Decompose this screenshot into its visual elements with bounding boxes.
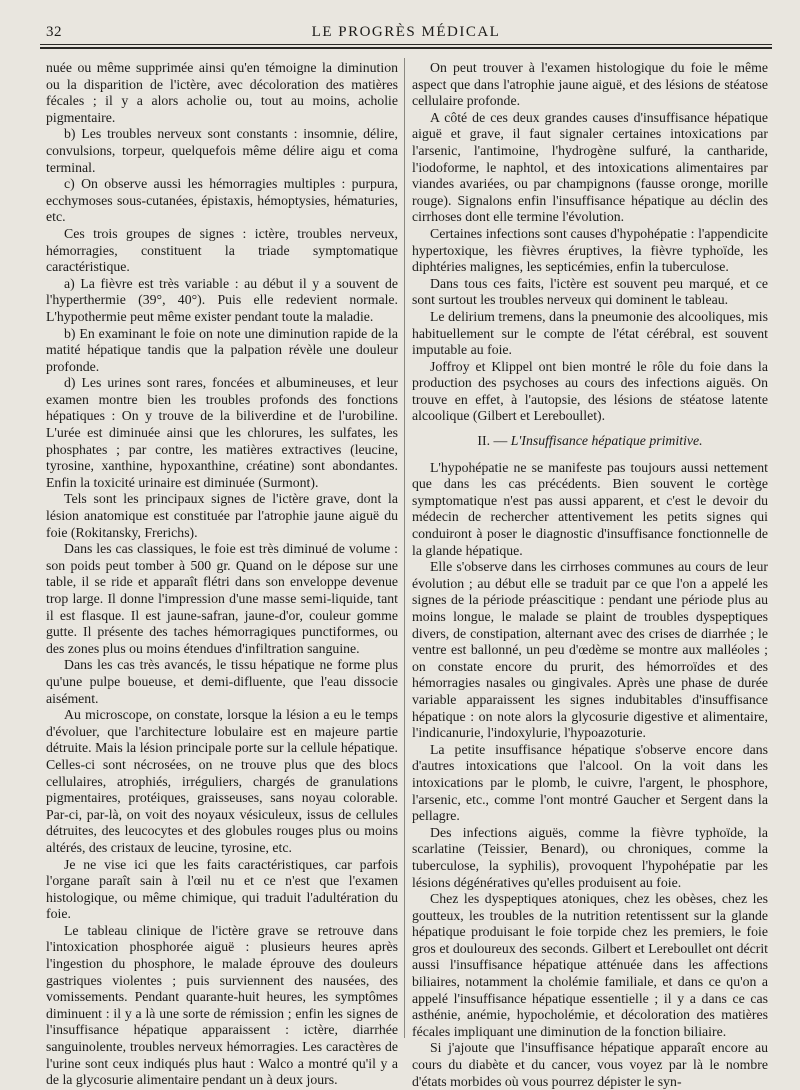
paragraph: On peut trouver à l'examen histologique du foie le même aspect que dans l'atrophie jaune aiguë, et des lésions de stéatose cellulaire profonde. — [412, 60, 768, 109]
paragraph: Certaines infections sont causes d'hypohépatie : l'appendicite hypertoxique, les fièvres éruptives, la fièvre typhoïde, les diphtéries malignes, les septicémies, enfin la tuberculose. — [412, 225, 768, 275]
paragraph: d) Les urines sont rares, foncées et albumineuses, et leur examen montre bien les troubles profonds des fonctions hépatiques : On y trouve de la biliverdine et de l'urobiline. L'urée est diminuée ainsi que les chlorures, les sulfates, les phosphates ; par contre, les matières extractives (leucine, tyrosine, xanthine, hypoxanthine, créatine) sont abondantes. Enfin la toxicité urinaire est diminuée (Surmont). — [46, 375, 398, 490]
paragraph: Ces trois groupes de signes : ictère, troubles nerveux, hémorragies, constituent la triade symptomatique caractéristique. — [46, 225, 398, 275]
journal-title: LE PROGRÈS MÉDICAL — [311, 24, 501, 40]
right-column — [412, 60, 768, 1090]
paragraph: La petite insuffisance hépatique s'observe encore dans d'autres intoxications que l'alcool. On la voit dans les intoxications par le plomb, le cuivre, l'argent, le phosphore, l'arsenic, etc., comme l'ont montré Gaucher et Sergent dans la pellagre. — [412, 741, 768, 824]
header-rule — [40, 44, 772, 45]
paragraph: L'hypohépatie ne se manifeste pas toujours aussi nettement que dans les cas précédents. Bien souvent le cortège symptomatique n'est pas aussi apparent, et c'est le devoir du médecin de rechercher attentivement les petits signes qui conduiront à poser le diagnostic d'insuffisance fonctionnelle de la glande hépatique. — [412, 459, 768, 558]
left-column — [46, 60, 398, 1089]
paragraph: Dans tous ces faits, l'ictère est souvent peu marqué, et ce sont surtout les troubles nerveux qui dominent le tableau. — [412, 275, 768, 308]
paragraph: Chez les dyspeptiques atoniques, chez les obèses, chez les goutteux, les troubles de la nutrition retentissent sur la glande hépatique produisant le foie torpide chez les premiers, le foie gros et douloureux des seconds. Gilbert et Lereboullet ont décrit aussi l'insuffisance hépatique atténuée dans les affections biliaires, notamment la cholémie familiale, et dans ce qu'on a appelé l'insuffisance hépatique essentielle ; il y a dans ce cas asthénie, anémie, hypocholémie, et décoloration des matières fécales impliquant une diminution de la fonction biliaire. — [412, 891, 768, 1039]
page-header — [40, 24, 772, 44]
paragraph: nuée ou même supprimée ainsi qu'en témoigne la diminution ou la disparition de l'ictère, avec décoloration des matières fécales ; il y a alors acholie ou, tout au moins, acholie pigmentaire. — [46, 60, 398, 125]
paragraph: Je ne vise ici que les faits caractéristiques, car parfois l'organe paraît sain à l'œil nu et ce n'est que l'examen histologique, ou même chimique, qui traduit l'adultération du foie. — [46, 856, 398, 922]
paragraph: Le tableau clinique de l'ictère grave se retrouve dans l'intoxication phosphorée aiguë : plusieurs heures après l'ingestion du phosphore, le malade éprouve des douleurs gastriques violentes ; puis surviennent des nausées, des vomissements. Pendant quarante-huit heures, les symptômes diminuent : il y a là une sorte de rémission ; enfin les signes de l'insuffisance hépatique apparaissent : ictère, diarrhée sanguinolente, troubles nerveux hémorragies. Les caractères de l'urine sont ceux indiqués plus haut : Walco a montré qu'il y a de la glycosurie alimentaire pendant un à deux jours. — [46, 922, 398, 1088]
section-number: II. — — [477, 433, 508, 449]
paragraph: Elle s'observe dans les cirrhoses communes au cours de leur évolution ; au début elle se traduit par ce que l'on a appelé les signes de la période préascitique : pendant une période plus au moins longue, le malade se plaint de troubles dyspeptiques divers, de constipation, alternant avec des crises de diarrhée ; le ventre est ballonné, un peu d'œdème se montre aux malléoles ; on constate encore du prurit, des hémorroïdes et des hémorragies nasales ou gingivales. Après une phase de durée variable apparaissent les signes indubitables d'insuffisance hépatique : on note alors la glycosurie digestive et alimentaire, l'indicanurie, l'indoxylurie, l'hypoazoturie. — [412, 559, 768, 741]
paragraph: Dans les cas classiques, le foie est très diminué de volume : son poids peut tomber à 500 gr. Quand on le dépose sur une table, il se ride et apparaît flétri dans son enveloppe devenue trop large. Il donne l'impression d'une masse semi-liquide, tant il est flasque. Il est jaune-safran, jaune-d'or, couleur gomme gutte. Il présente des taches hémorragiques punctiformes, ou des zones plus ou moins étendues d'infiltration sanguine. — [46, 541, 398, 656]
section-title: L'Insuffisance hépatique primitive. — [510, 433, 703, 449]
paragraph: Au microscope, on constate, lorsque la lésion a eu le temps d'évoluer, que l'architecture lobulaire est en majeure partie détruite. Mais la lésion principale porte sur la cellule hépatique. Celles-ci sont nécrosées, on ne trouve plus que des blocs cellulaires, atrophiés, irréguliers, chargés de granulations pigmentaires, protéiques, graisseuses, sans noyau colorable. Par-ci, par-là, on voit des noyaux vésiculeux, issus de cellules détruites, des leucocytes et des globules rouges plus ou moins altérés, des cristaux de leucine, tyrosine, etc. — [46, 707, 398, 855]
paragraph: A côté de ces deux grandes causes d'insuffisance hépatique aiguë et grave, il faut signaler certaines intoxications par l'arsenic, l'antimoine, l'hydrogène sulfuré, la cantharide, l'iodoforme, le naphtol, et des intoxications alimentaires par viandes avariées, ou par champignons (fausse oronge, morille rouge). Signalons enfin l'insuffisance hépatique au déclin des cirrhoses dont elle termine l'évolution. — [412, 109, 768, 225]
paragraph: Joffroy et Klippel ont bien montré le rôle du foie dans la production des psychoses au cours des infections aiguës. On trouve en effet, à l'autopsie, des lésions de stéatose latente alcoolique (Gilbert et Lereboullet). — [412, 358, 768, 424]
paragraph: Si j'ajoute que l'insuffisance hépatique apparaît encore au cours du diabète et du cancer, vous voyez par là le nombre d'états morbides où vous pourrez dépister le syn- — [412, 1040, 768, 1089]
paragraph: c) On observe aussi les hémorragies multiples : purpura, ecchymoses sous-cutanées, épistaxis, hémoptysies, hématuries, etc. — [46, 176, 398, 225]
paragraph: Le delirium tremens, dans la pneumonie des alcooliques, mis habituellement sur le compte de l'état cérébral, est souvent imputable au foie. — [412, 308, 768, 358]
paragraph: Des infections aiguës, comme la fièvre typhoïde, la scarlatine (Teissier, Benard), ou chroniques, comme la tuberculose, la syphilis), provoquent l'hypohépatie par les lésions dégénératives qu'elles produisent au foie. — [412, 824, 768, 890]
paragraph: b) Les troubles nerveux sont constants : insomnie, délire, convulsions, torpeur, quelquefois même délire aigu et coma terminal. — [46, 126, 398, 175]
paragraph: a) La fièvre est très variable : au début il y a souvent de l'hyperthermie (39°, 40°). Puis elle redevient normale. L'hypothermie peut même exister pendant toute la maladie. — [46, 275, 398, 324]
section-heading — [412, 433, 768, 450]
header-rule-thick — [40, 47, 772, 49]
paragraph: Dans les cas très avancés, le tissu hépatique ne forme plus qu'une pulpe boueuse, et demi-difluente, que l'eau dissocie aisément. — [46, 657, 398, 706]
paragraph: Tels sont les principaux signes de l'ictère grave, dont la lésion anatomique est constituée par l'atrophie jaune aiguë du foie (Rokitansky, Frerichs). — [46, 491, 398, 540]
page-number: 32 — [46, 24, 62, 40]
paragraph: b) En examinant le foie on note une diminution rapide de la matité hépatique tandis que la palpation révèle une douleur profonde. — [46, 325, 398, 374]
column-divider — [404, 58, 405, 1038]
